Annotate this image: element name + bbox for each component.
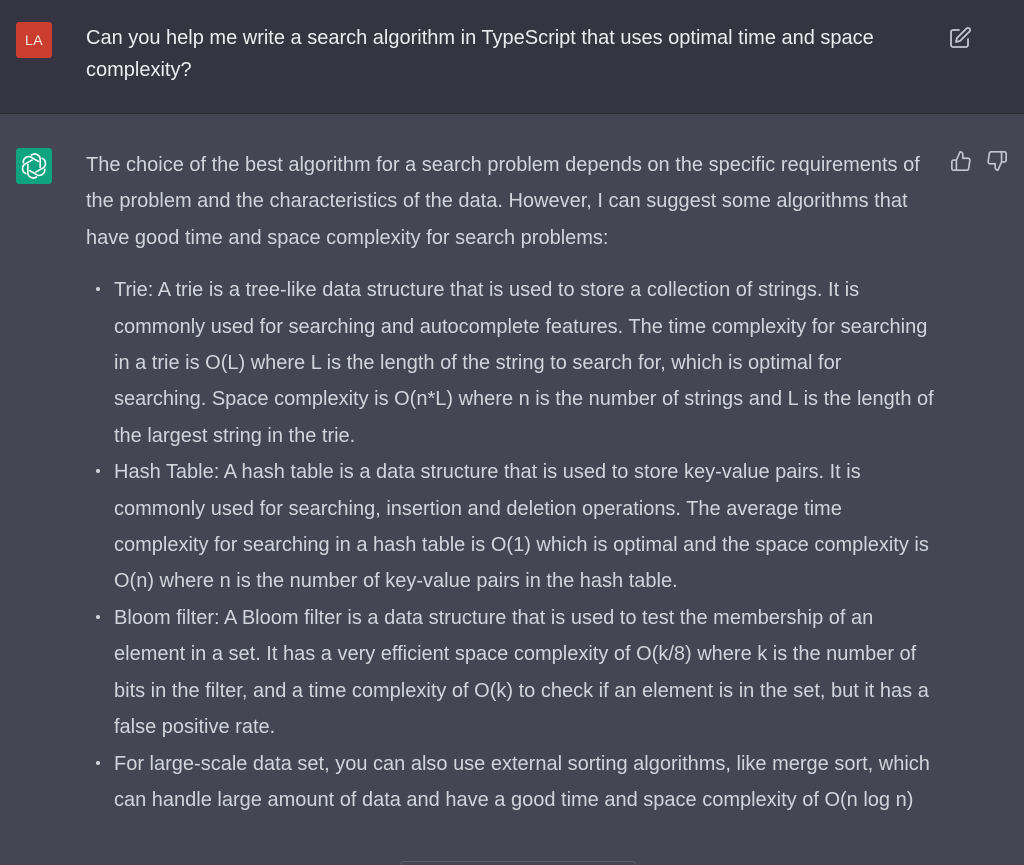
thumbs-down-icon (986, 150, 1008, 172)
list-item-external-sorting: For large-scale data set, you can also use external sorting algorithms, like merge sort, which can handle large amount of data and have a good time and space complexity of O(n log n) (114, 746, 936, 819)
assistant-avatar (16, 148, 52, 184)
openai-logo-icon (20, 152, 48, 180)
list-item-hash-table: Hash Table: A hash table is a data structure that is used to store key-value pairs. It is commonly used for searching, insertion and deletion operations. The average time complexity for searching in a hash table is O(1) which is optimal and the space complexity is O(n) where n is the number of key-value pairs in the hash table. (114, 454, 936, 600)
thumbs-up-button[interactable] (950, 150, 972, 172)
list-item-bloom-filter: Bloom filter: A Bloom filter is a data structure that is used to test the membership of an element in a set. It has a very efficient space complexity of O(k/8) where k is the number of bits in the filter, and a time complexity of O(k) to check if an element is in the set, but it has a false positive rate. (114, 600, 936, 746)
thumbs-up-icon (950, 150, 972, 172)
edit-icon (948, 26, 972, 50)
user-avatar (16, 22, 52, 58)
scroll-to-bottom-hint[interactable] (400, 861, 636, 865)
user-message-row (0, 0, 1024, 114)
thumbs-down-button[interactable] (986, 150, 1008, 172)
user-message-text: Can you help me write a search algorithm in TypeScript that uses optimal time and space complexity? (86, 27, 874, 81)
algorithm-list (86, 272, 936, 818)
user-avatar-initials: LA (24, 32, 44, 48)
list-item-trie: Trie: A trie is a tree-like data structure that is used to store a collection of strings. It is commonly used for searching and autocomplete features. The time complexity for searching in a trie is O(L) where L is the length of the string to search for, which is optimal for searching. Space complexity is O(n*L) where n is the number of strings and L is the length of the largest string in the trie. (114, 272, 936, 454)
assistant-message-row (0, 114, 1024, 865)
assistant-message-content (86, 147, 936, 818)
assistant-intro-text: The choice of the best algorithm for a search problem depends on the specific requirements of the problem and the characteristics of the data. However, I can suggest some algorithms that have good time and space complexity for search problems: (86, 154, 920, 249)
edit-message-button[interactable] (948, 26, 972, 50)
